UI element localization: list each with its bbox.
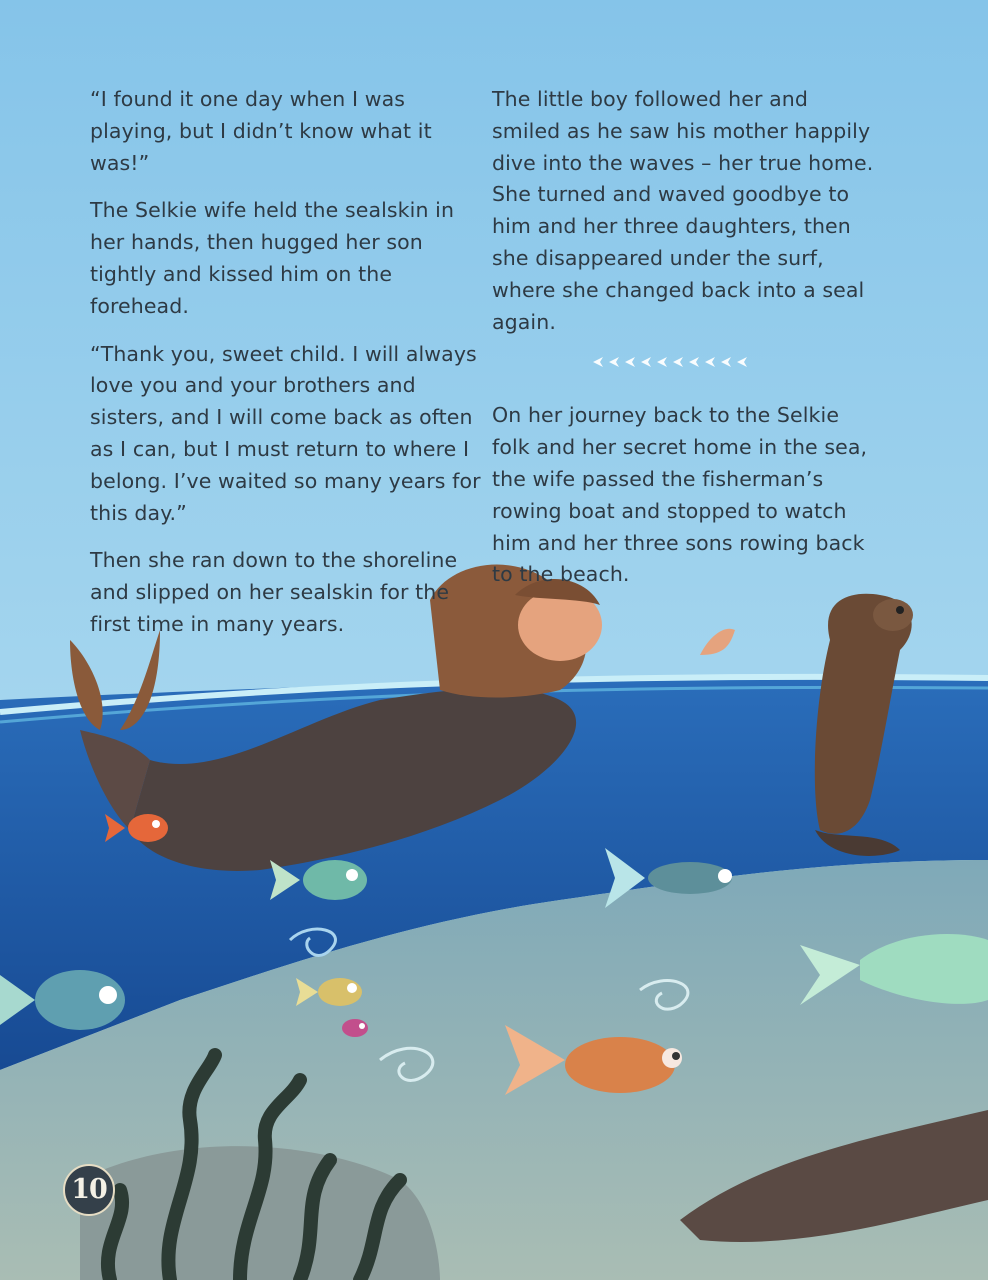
- paragraph: “Thank you, sweet child. I will always love you and your brothers and sisters, and I will come back as often as I can, but I must return to where I belong. I’ve waited so many years for this day.”: [90, 341, 481, 525]
- paragraph: On her journey back to the Selkie folk and her secret home in the sea, the wife passed the fisherman’s rowing boat and stopped to watch him and her three sons rowing back to the beach.: [492, 403, 868, 587]
- right-column: [492, 84, 882, 607]
- paragraph: Then she ran down to the shoreline and slipped on her sealskin for the first time in many years.: [90, 548, 458, 636]
- page-number-label: 10: [71, 1174, 107, 1205]
- page-number: [63, 1164, 115, 1216]
- paragraph: “I found it one day when I was playing, but I didn’t know what it was!”: [90, 87, 432, 175]
- paragraph: The little boy followed her and smiled as he saw his mother happily dive into the waves – her true home. She turned and waved goodbye to him and her three daughters, then she disappeared under the surf, where she changed back into a seal again.: [492, 87, 874, 334]
- section-divider-ornament: [589, 354, 759, 370]
- left-column: [90, 84, 482, 657]
- paragraph: The Selkie wife held the sealskin in her hands, then hugged her son tightly and kissed him on the forehead.: [90, 198, 455, 318]
- fish-pink: [342, 1019, 368, 1037]
